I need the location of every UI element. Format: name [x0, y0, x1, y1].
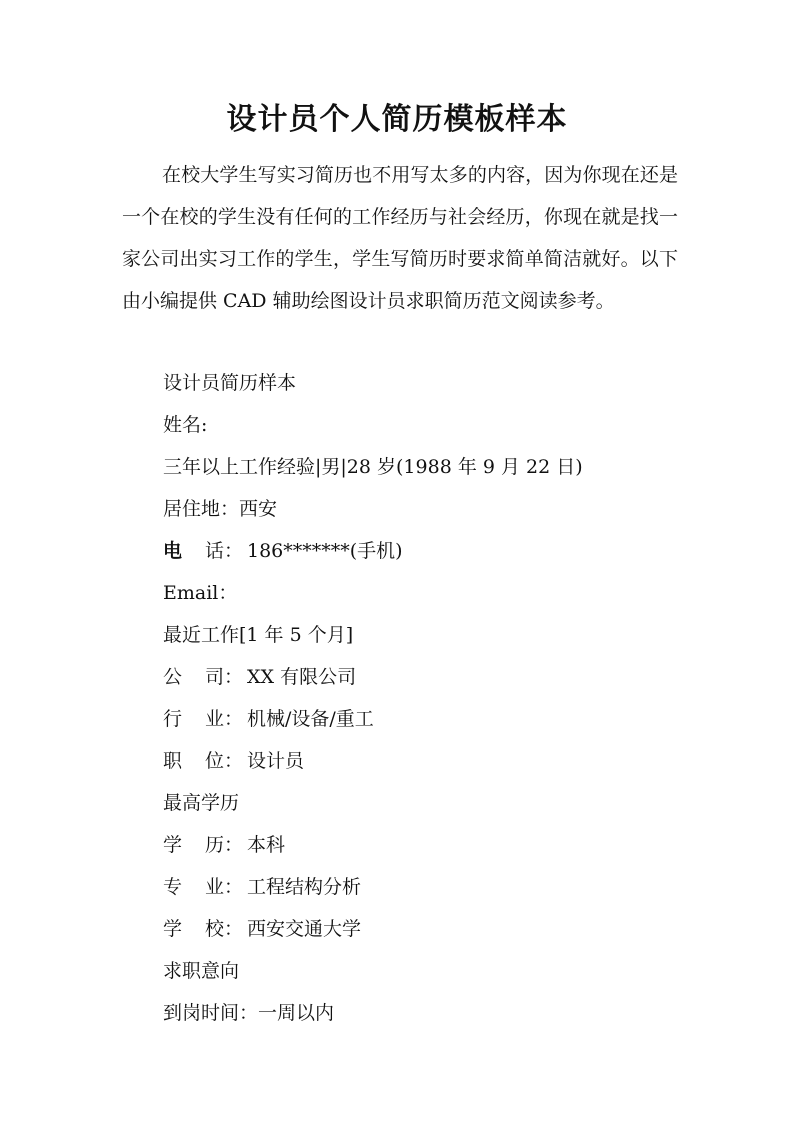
major-label-char2: 业：: [205, 876, 244, 898]
industry-line: [163, 698, 683, 740]
major-value: 工程结构分析: [247, 876, 362, 898]
position-label-char1: 职: [163, 750, 183, 772]
industry-label-char2: 业：: [205, 708, 244, 730]
degree-label-char2: 历：: [205, 834, 244, 856]
phone-label: [163, 530, 247, 572]
industry-value: 机械/设备/重工: [247, 708, 374, 730]
degree-label-char1: 学: [163, 834, 183, 856]
industry-label: [163, 698, 247, 740]
major-label: [163, 866, 247, 908]
email-line: Email：: [163, 582, 238, 604]
intention-heading: 求职意向: [163, 960, 240, 982]
school-label-char2: 校：: [205, 918, 244, 940]
resume-heading: 设计员简历样本: [163, 372, 297, 394]
position-label: [163, 740, 247, 782]
school-label-char1: 学: [163, 918, 183, 940]
company-label-char1: 公: [163, 666, 183, 688]
summary-line: 三年以上工作经验|男|28 岁(1988 年 9 月 22 日): [163, 456, 583, 478]
education-heading: 最高学历: [163, 792, 240, 814]
major-line: [163, 866, 683, 908]
company-label: [163, 656, 247, 698]
degree-line: [163, 824, 683, 866]
industry-label-char1: 行: [163, 708, 183, 730]
position-label-char2: 位：: [205, 750, 244, 772]
degree-label: [163, 824, 247, 866]
school-line: [163, 908, 683, 950]
document-title: 设计员个人简历模板样本: [226, 102, 568, 137]
school-value: 西安交通大学: [247, 918, 362, 940]
name-line: 姓名:: [163, 414, 208, 436]
residence-line: 居住地：西安: [163, 498, 278, 520]
intro-paragraph: 在校大学生写实习简历也不用写太多的内容，因为你现在还是一个在校的学生没有任何的工作经历与社会经历，你现在就是找一家公司出实习工作的学生，学生写简历时要求简单简洁就好。以下由小编提供 CAD 辅助绘图设计员求职简历范文阅读参考。: [122, 164, 678, 312]
phone-value: 186*******(手机): [247, 540, 403, 562]
company-line: [163, 656, 683, 698]
degree-value: 本科: [247, 834, 286, 856]
arrival-time-line: 到岗时间：一周以内: [163, 1002, 335, 1024]
phone-line: [163, 530, 683, 572]
position-value: 设计员: [247, 750, 305, 772]
position-line: [163, 740, 683, 782]
company-value: XX 有限公司: [247, 666, 357, 688]
school-label: [163, 908, 247, 950]
major-label-char1: 专: [163, 876, 183, 898]
resume-details: [163, 362, 683, 1034]
recent-job-line: 最近工作[1 年 5 个月]: [163, 624, 354, 646]
phone-label-char1: 电: [163, 540, 183, 562]
company-label-char2: 司：: [205, 666, 244, 688]
phone-label-char2: 话：: [205, 540, 244, 562]
